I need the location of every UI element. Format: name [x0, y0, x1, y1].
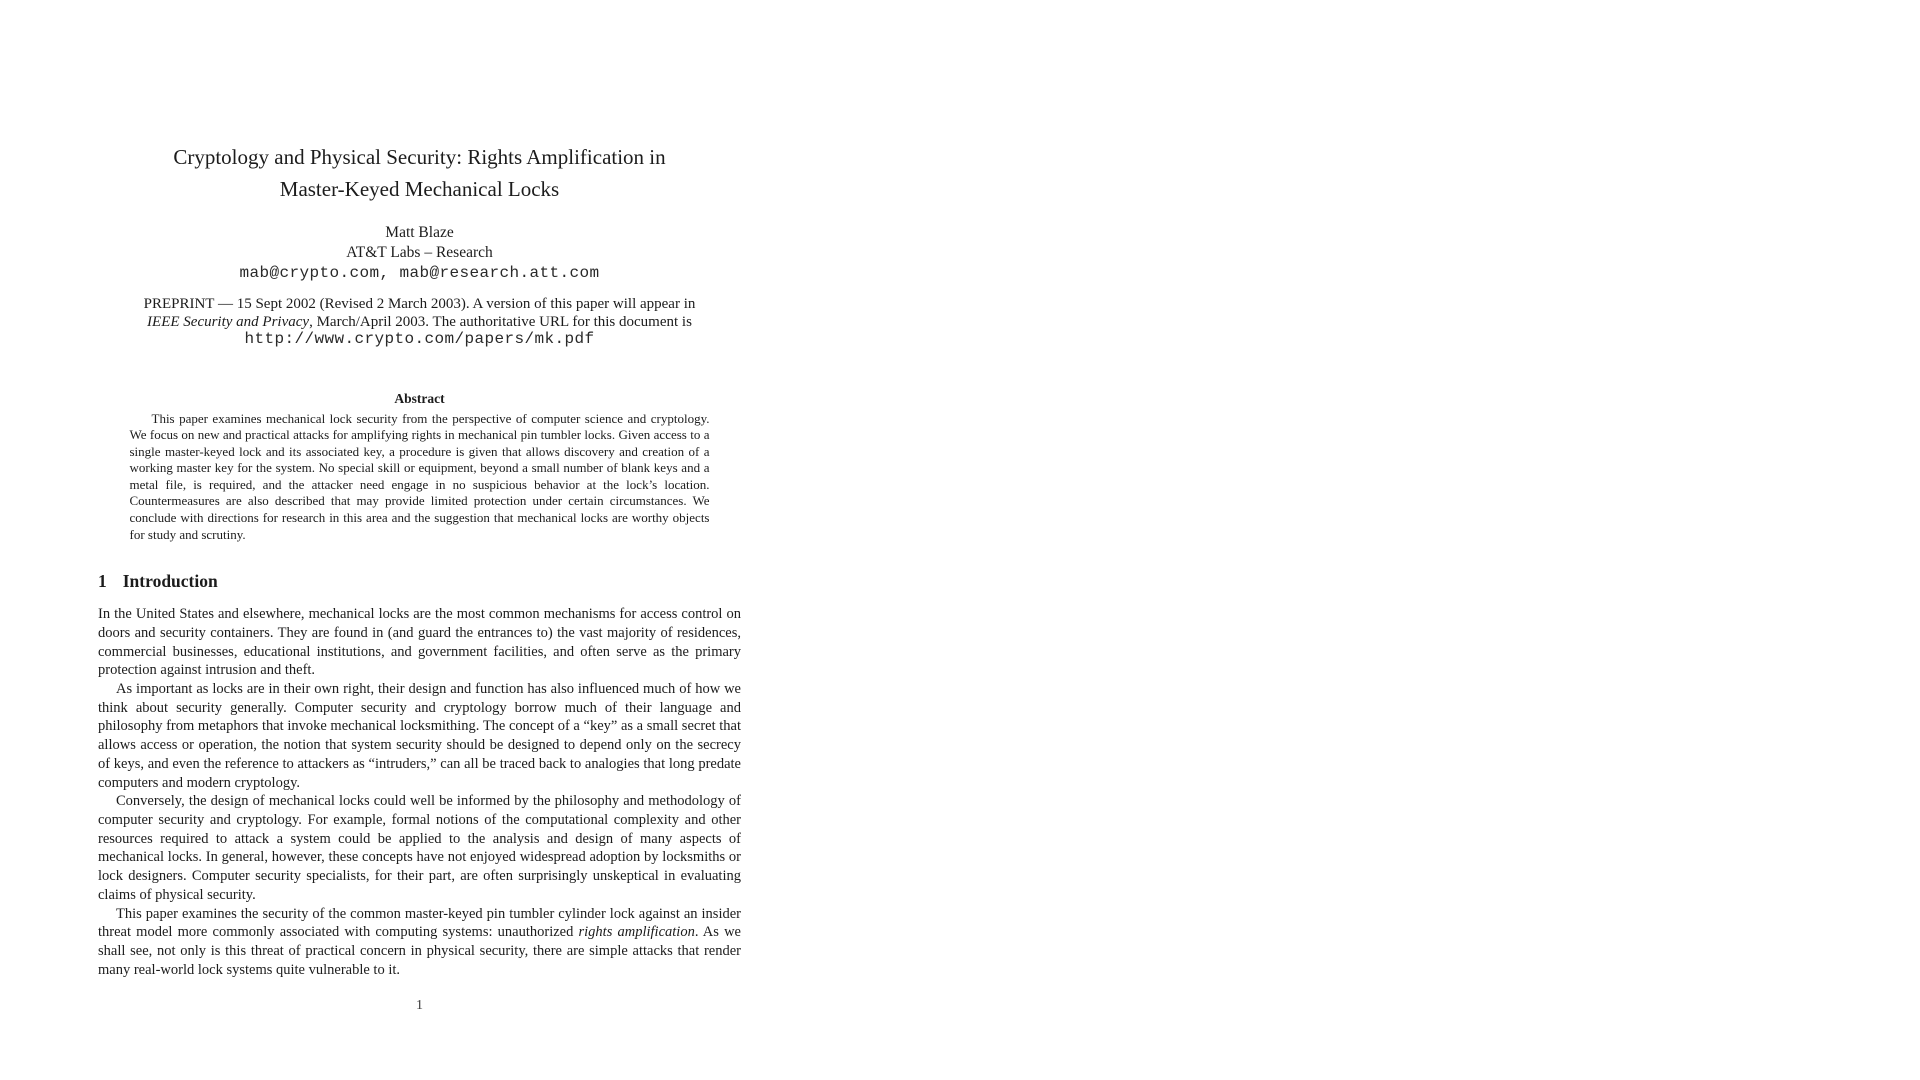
intro-paragraph-4-pre: This paper examines the security of the common master-keyed pin tumbler cylinder lock against an insider threat model more commonly associated with computing systems: unauthorized: [98, 905, 741, 941]
page-number: 1: [416, 998, 423, 1014]
author-affiliation: AT&T Labs – Research: [346, 244, 493, 261]
intro-paragraph-4: [98, 905, 741, 980]
intro-paragraph-1: In the United States and elsewhere, mechanical locks are the most common mechanisms for access control on doors and security containers. They are found in (and guard the entrances to) the vast majority of residences, commercial businesses, educational institutions, and government facilities, and often serve as the primary protection against intrusion and theft.: [98, 606, 741, 679]
paper-title-line-1: Cryptology and Physical Security: Rights Amplification in: [173, 145, 666, 169]
preprint-notice: [98, 296, 741, 349]
paper-url: http://www.crypto.com/papers/mk.pdf: [244, 330, 595, 348]
abstract-section: [98, 391, 741, 544]
paper-title: [98, 141, 741, 205]
abstract-body: This paper examines mechanical lock security from the perspective of computer science and cryptology. We focus on new and practical attacks for amplifying rights in mechanical pin tumbler locks. Given access to a single master-keyed lock and its associated key, a procedure is given that allows discovery and creation of a working master key for the system. No special skill or equipment, beyond a small number of blank keys and a metal file, is required, and the attacker need engage in no suspicious behavior at the lock’s location. Countermeasures are also described that may provide limited protection under certain circumstances. We conclude with directions for research in this area and the suggestion that mechanical locks are worthy objects for study and scrutiny.: [129, 410, 710, 542]
paper-page: [98, 0, 741, 1015]
section-1-title: Introduction: [122, 571, 218, 592]
section-1-heading: [98, 571, 741, 591]
preprint-venue-italic: IEEE Security and Privacy: [147, 313, 310, 330]
author-block: [98, 223, 741, 283]
section-1-number: 1: [98, 571, 107, 592]
preprint-line-1: PREPRINT — 15 Sept 2002 (Revised 2 March 2003). A version of this paper will appear in: [143, 296, 696, 312]
author-name: Matt Blaze: [385, 224, 454, 241]
preprint-line-2: [98, 314, 741, 332]
abstract-heading: Abstract: [394, 390, 445, 406]
intro-paragraph-2: As important as locks are in their own right, their design and function has also influenced much of how we think about security generally. Computer security and cryptology borrow much of their language and philosophy from metaphors that invoke mechanical locksmithing. The concept of a “key” as a small secret that allows access or operation, the notion that system security should be designed to depend only on the secrecy of keys, and even the reference to attackers as “intruders,” can all be traced back to analogies that long predate computers and modern cryptology.: [98, 681, 741, 791]
intro-paragraph-3: Conversely, the design of mechanical locks could well be informed by the philosophy and methodology of computer security and cryptology. For example, formal notions of the computational complexity and other resources required to attack a system could be applied to the analysis and design of many aspects of mechanical locks. In general, however, these concepts have not enjoyed widespread adoption by locksmiths or lock designers. Computer security specialists, for their part, are often surprisingly unskeptical in evaluating claims of physical security.: [98, 793, 741, 903]
intro-paragraph-4-post: . As we shall see, not only is this threat of practical concern in physical security, there are simple attacks that render many real-world lock systems quite vulnerable to it.: [98, 924, 741, 978]
rights-amplification-italic: rights amplification: [578, 924, 695, 941]
paper-title-line-2: Master-Keyed Mechanical Locks: [279, 177, 560, 201]
preprint-line-2-rest: , March/April 2003. The authoritative URL for this document is: [309, 313, 692, 330]
author-emails: mab@crypto.com, mab@research.att.com: [239, 264, 600, 282]
